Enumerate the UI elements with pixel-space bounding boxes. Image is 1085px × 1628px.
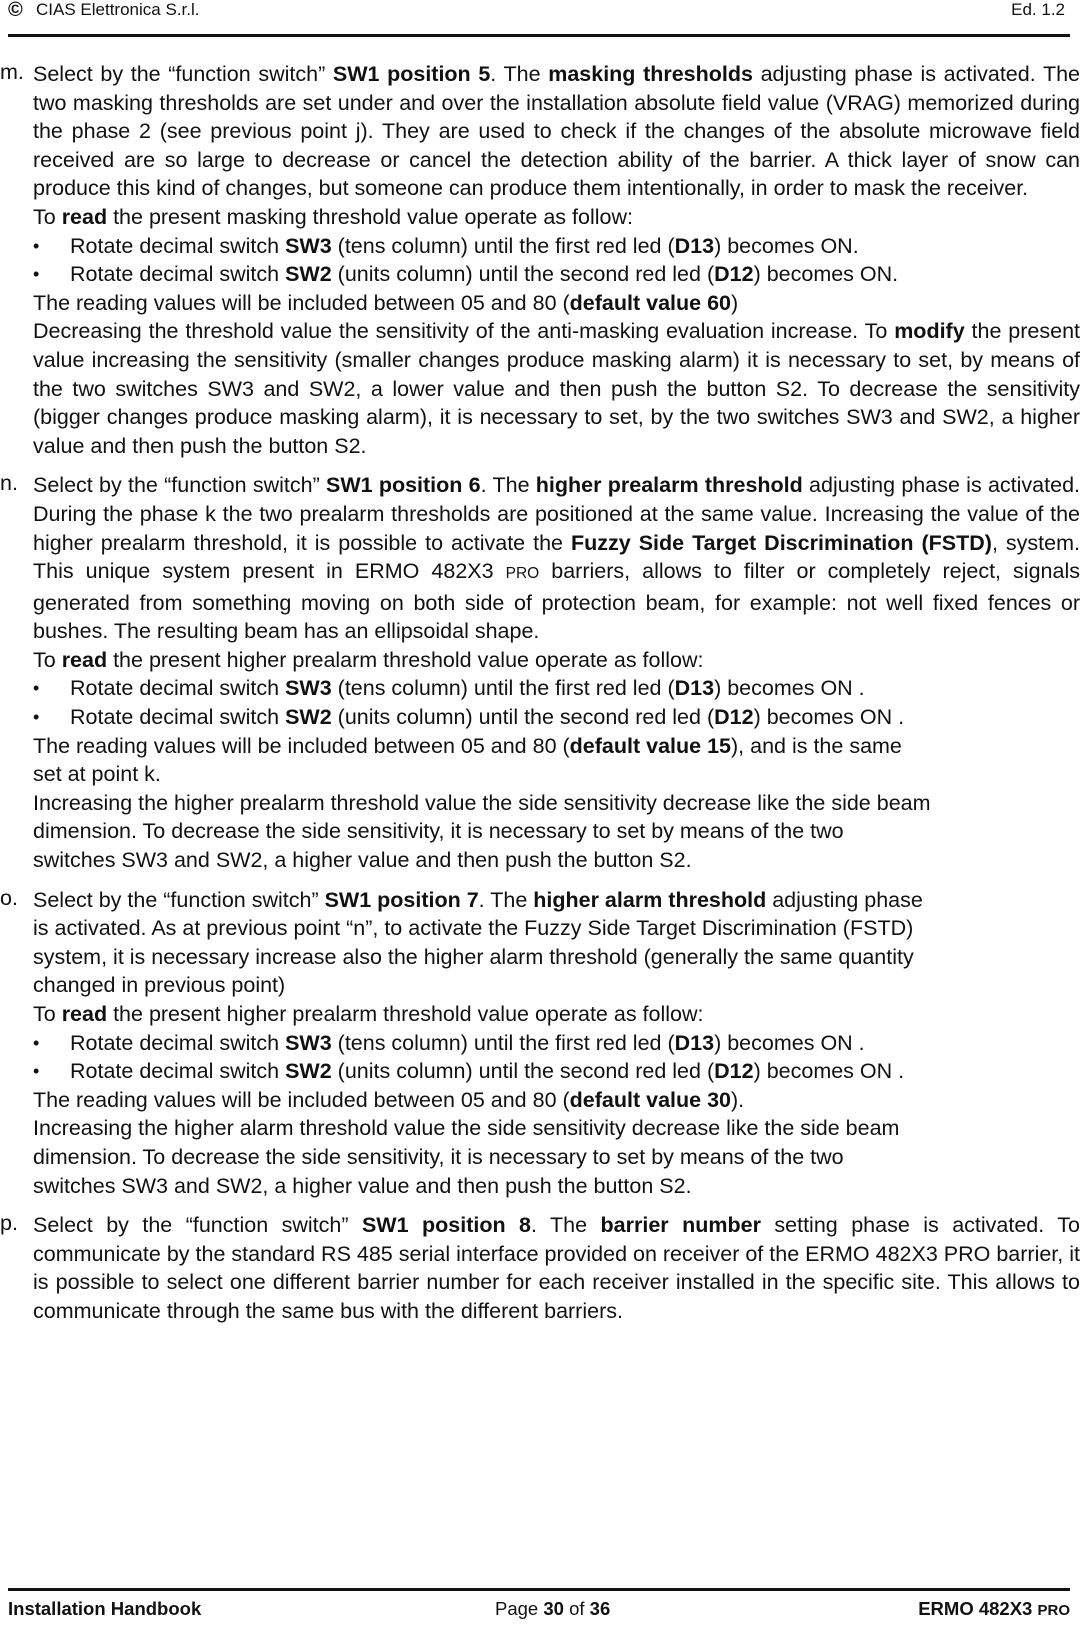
- list-item: • Rotate decimal switch SW2 (units column) until the second red led (D12) becomes ON.: [33, 260, 1080, 289]
- section-o: [0, 885, 1080, 1201]
- range-text: The reading values will be included between 05 and 80 (default value 60): [33, 290, 739, 315]
- range-text: The reading values will be included between 05 and 80 (default value 30).: [33, 1087, 745, 1112]
- paragraph: Increasing the higher alarm threshold value the side sensitivity decrease like the side beam dimension. To decrease the side sensitivity, it is necessary to set by means of the two switches SW3 and SW2, a higher value and then push the button S2.: [33, 1116, 900, 1198]
- copyright-icon: ©: [8, 0, 23, 21]
- read-instruction: To read the present higher prealarm threshold value operate as follow:: [33, 1002, 704, 1026]
- header-divider: [8, 34, 1070, 37]
- list-item: • Rotate decimal switch SW3 (tens column) until the first red led (D13) becomes ON .: [33, 1029, 1080, 1058]
- bullet-list: [33, 674, 1080, 731]
- read-instruction: To read the present higher prealarm threshold value operate as follow:: [33, 647, 704, 672]
- paragraph: Select by the “function switch” SW1 position 7. The higher alarm threshold adjusting phase is activated. As at previous point “n”, to activate the Fuzzy Side Target Discrimination (FSTD) system, it is necessary increase also the higher alarm threshold (generally the same quantity changed in previous point): [33, 887, 923, 998]
- section-letter: n.: [0, 471, 18, 496]
- read-instruction: To read the present masking threshold value operate as follow:: [33, 204, 633, 229]
- bullet-list: [33, 232, 1080, 289]
- document-body: [0, 60, 1080, 1337]
- paragraph: Select by the “function switch” SW1 position 8. The barrier number setting phase is activated. To communicate by the standard RS 485 serial interface provided on receiver of the ERMO 482X3 PRO barrier, it is possible to select one different barrier number for each receiver installed in the specific site. This allows to communicate through the same bus with the different barriers.: [33, 1213, 1080, 1323]
- list-item: • Rotate decimal switch SW3 (tens column) until the first red led (D13) becomes ON .: [33, 674, 1080, 703]
- edition-label: Ed. 1.2: [1011, 0, 1065, 19]
- handbook-title: Installation Handbook: [8, 1598, 202, 1619]
- company-name: CIAS Elettronica S.r.l.: [36, 0, 200, 19]
- section-letter: o.: [0, 885, 18, 910]
- page-footer: [8, 1594, 1070, 1624]
- section-p: [0, 1211, 1080, 1325]
- list-item: • Rotate decimal switch SW2 (units column) until the second red led (D12) becomes ON .: [33, 1057, 1080, 1086]
- paragraph: Increasing the higher prealarm threshold value the side sensitivity decrease like the side beam dimension. To decrease the side sensitivity, it is necessary to set by means of the two switches SW3 and SW2, a higher value and then push the button S2.: [33, 790, 931, 873]
- section-m: [0, 60, 1080, 460]
- footer-divider: [8, 1588, 1070, 1591]
- list-item: • Rotate decimal switch SW2 (units column) until the second red led (D12) becomes ON .: [33, 703, 1080, 732]
- paragraph: Decreasing the threshold value the sensitivity of the anti-masking evaluation increase. To modify the present value increasing the sensitivity (smaller changes produce masking alarm) it is necessary to set, by means of the two switches SW3 and SW2, a lower value and then push the button S2. To decrease the sensitivity (bigger changes produce masking alarm), it is necessary to set, by the two switches SW3 and SW2, a higher value and then push the button S2.: [33, 319, 1080, 458]
- page-header: [8, 0, 1065, 32]
- section-letter: p.: [0, 1211, 18, 1236]
- paragraph: Select by the “function switch” SW1 position 5. The masking thresholds adjusting phase is activated. The two masking thresholds are set under and over the installation absolute field value (VRAG) memorized during the phase 2 (see previous point j). They are used to check if the changes of the absolute microwave field received are so large to decrease or cancel the detection ability of the barrier. A thick layer of snow can produce this kind of changes, but someone can produce them intentionally, in order to mask the receiver.: [33, 62, 1080, 201]
- paragraph: Select by the “function switch” SW1 position 6. The higher prealarm threshold adjusting phase is activated. During the phase k the two prealarm thresholds are positioned at the same value. Increasing the value of the higher prealarm threshold, it is possible to activate the Fuzzy Side Target Discrimination (FSTD), system. This unique system present in ERMO 482X3 PRO barriers, allows to filter or completely reject, signals generated from something moving on both side of protection beam, for example: not well fixed fences or bushes. The resulting beam has an ellipsoidal shape.: [33, 473, 1080, 644]
- page-number: Page 30 of 36: [495, 1598, 611, 1619]
- list-item: • Rotate decimal switch SW3 (tens column) until the first red led (D13) becomes ON.: [33, 232, 1080, 261]
- section-letter: m.: [0, 60, 24, 84]
- bullet-list: [33, 1029, 1080, 1086]
- range-text: The reading values will be included between 05 and 80 (default value 15), and is the same set at point k.: [33, 733, 902, 787]
- section-n: [0, 471, 1080, 874]
- product-name: ERMO 482X3 PRO: [918, 1598, 1070, 1619]
